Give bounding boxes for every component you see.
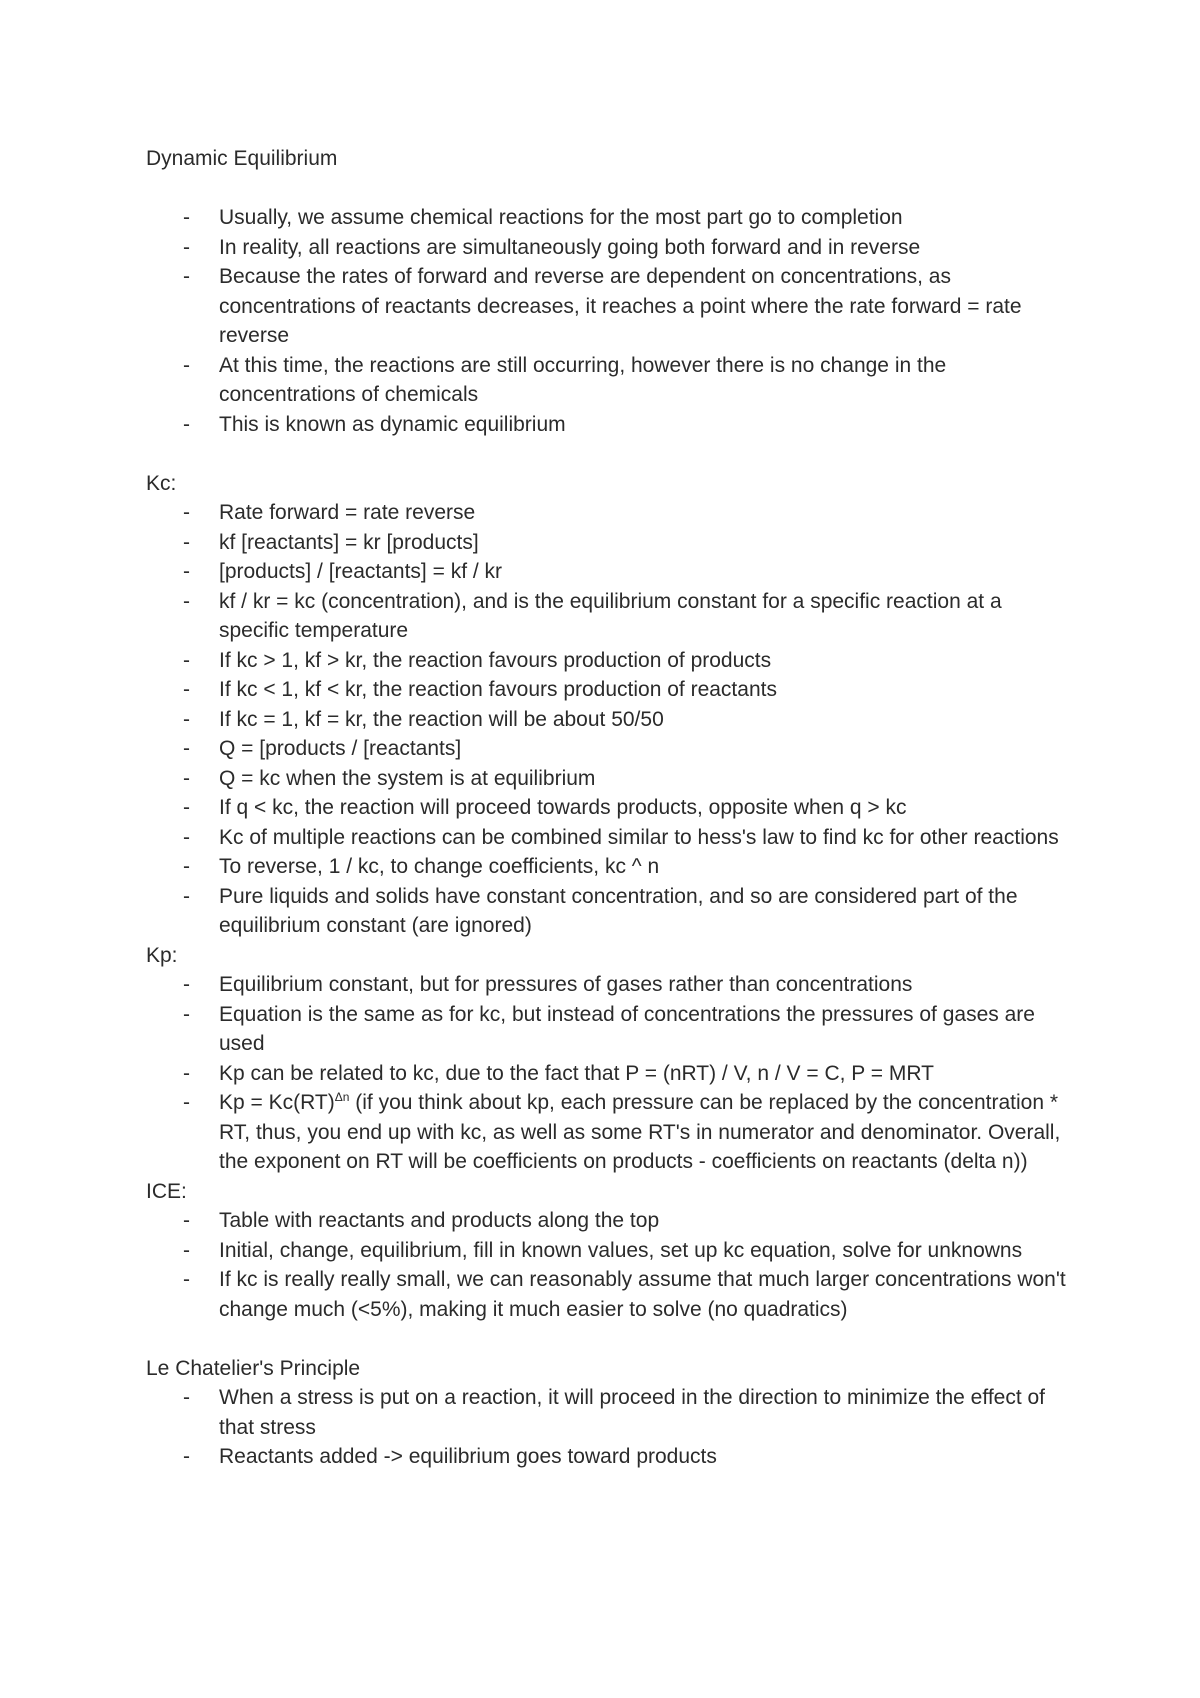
list-item-text: In reality, all reactions are simultaneously going both forward and in reverse (219, 235, 921, 259)
list-item-text: Q = kc when the system is at equilibrium (219, 766, 596, 790)
bullet-dash: - (183, 796, 190, 819)
bullet-dash: - (183, 1445, 190, 1468)
kp-formula-rest: (if you think about kp, each pressure can be replaced by the concentration * RT, thus, you end up with kc, as well as some RT's in numerator and denominator. Overall, the exponent on RT will be coefficients on products - coefficients on reactants (delta n)) (219, 1091, 1061, 1173)
bullet-list (146, 1206, 1076, 1324)
list-item (146, 351, 1076, 410)
list-item-text: If q < kc, the reaction will proceed towards products, opposite when q > kc (219, 796, 907, 819)
list-item-text: When a stress is put on a reaction, it will proceed in the direction to minimize the effect of that stress (219, 1386, 1046, 1439)
section-heading: ICE: (146, 1179, 187, 1203)
list-item-text: Kc of multiple reactions can be combined similar to hess's law to find kc for other reactions (219, 825, 1059, 849)
list-item (146, 705, 1076, 735)
bullet-dash: - (183, 1209, 190, 1232)
list-item-text: Equilibrium constant, but for pressures of gases rather than concentrations (219, 973, 913, 996)
bullet-dash: - (183, 530, 190, 554)
list-item-text: Reactants added -> equilibrium goes toward products (219, 1445, 717, 1468)
list-item-text: Rate forward = rate reverse (219, 501, 476, 524)
list-item (146, 793, 1076, 823)
list-item-text: Kp can be related to kc, due to the fact that P = (nRT) / V, n / V = C, P = MRT (219, 1061, 934, 1085)
list-item-text: Because the rates of forward and reverse are dependent on concentrations, as concentrations of reactants decreases, it reaches a point where the rate forward = rate reverse (219, 265, 1022, 347)
bullet-dash: - (183, 501, 190, 524)
bullet-dash: - (183, 1268, 190, 1291)
bullet-dash: - (183, 855, 190, 878)
list-item-text: If kc is really really small, we can reasonably assume that much larger concentrations won't change much (<5%), making it much easier to solve (no quadratics) (219, 1268, 1066, 1321)
bullet-dash: - (183, 589, 190, 613)
bullet-dash: - (183, 235, 190, 259)
section-le-chatelier (146, 1354, 1076, 1472)
list-item (146, 675, 1076, 705)
section-heading: Dynamic Equilibrium (146, 147, 338, 170)
bullet-list (146, 970, 1076, 1177)
list-item (146, 734, 1076, 764)
section-ice (146, 1177, 1076, 1354)
list-item (146, 823, 1076, 853)
list-item-text: kf [reactants] = kr [products] (219, 530, 479, 554)
bullet-list (146, 203, 1076, 439)
list-item (146, 557, 1076, 587)
bullet-dash: - (183, 1386, 190, 1409)
bullet-dash: - (183, 766, 190, 790)
list-item-text: [products] / [reactants] = kf / kr (219, 560, 503, 583)
list-item (146, 1442, 1076, 1472)
list-item-text: Pure liquids and solids have constant concentration, and so are considered part of the equilibrium constant (are ignored) (219, 884, 1018, 937)
list-item (146, 852, 1076, 882)
bullet-list (146, 1383, 1076, 1472)
list-item (146, 528, 1076, 558)
section-kp (146, 941, 1076, 1177)
list-item (146, 1059, 1076, 1089)
bullet-dash: - (183, 648, 190, 672)
section-kc (146, 469, 1076, 941)
list-item (146, 1206, 1076, 1236)
list-item (146, 1383, 1076, 1442)
bullet-dash: - (183, 353, 190, 377)
bullet-dash: - (183, 412, 190, 436)
list-item-text: Usually, we assume chemical reactions for the most part go to completion (219, 206, 903, 229)
bullet-dash: - (183, 707, 190, 731)
bullet-dash: - (183, 1002, 190, 1026)
bullet-dash: - (183, 1061, 190, 1085)
section-heading: Kc: (146, 471, 177, 495)
kp-formula-exponent: Δn (334, 1090, 350, 1104)
list-item-text: This is known as dynamic equilibrium (219, 412, 566, 436)
list-item (146, 646, 1076, 676)
list-item (146, 262, 1076, 351)
bullet-dash: - (183, 560, 190, 583)
list-item-text: Table with reactants and products along the top (219, 1209, 660, 1232)
bullet-dash: - (183, 884, 190, 908)
kp-formula-base: Kp = Kc(RT) (219, 1091, 335, 1114)
list-item (146, 970, 1076, 1000)
section-heading: Kp: (146, 943, 178, 967)
list-item-text: Equation is the same as for kc, but instead of concentrations the pressures of gases are used (219, 1002, 1035, 1055)
bullet-dash: - (183, 1238, 190, 1262)
bullet-dash: - (183, 1091, 190, 1114)
list-item (146, 1265, 1076, 1324)
bullet-dash: - (183, 678, 190, 701)
bullet-list (146, 498, 1076, 941)
list-item (146, 233, 1076, 263)
list-item (146, 498, 1076, 528)
list-item-text: To reverse, 1 / kc, to change coefficients, kc ^ n (219, 855, 660, 878)
list-item-text: kf / kr = kc (concentration), and is the equilibrium constant for a specific reaction at a specific temperature (219, 589, 1002, 642)
list-item (146, 764, 1076, 794)
list-item (146, 587, 1076, 646)
bullet-dash: - (183, 206, 190, 229)
bullet-dash: - (183, 737, 190, 760)
list-item (146, 410, 1076, 440)
bullet-dash: - (183, 265, 190, 288)
document-content (146, 144, 1076, 1472)
list-item (146, 203, 1076, 233)
list-item (146, 882, 1076, 941)
list-item (146, 1088, 1076, 1177)
list-item-text: At this time, the reactions are still occurring, however there is no change in the concentrations of chemicals (219, 353, 947, 406)
list-item (146, 1236, 1076, 1266)
list-item-text: Initial, change, equilibrium, fill in known values, set up kc equation, solve for unknowns (219, 1238, 1023, 1262)
bullet-dash: - (183, 825, 190, 849)
list-item (146, 1000, 1076, 1059)
list-item-text: If kc < 1, kf < kr, the reaction favours production of reactants (219, 678, 777, 701)
section-dynamic-equilibrium (146, 144, 1076, 469)
section-heading: Le Chatelier's Principle (146, 1356, 361, 1380)
bullet-dash: - (183, 973, 190, 996)
list-item-text: If kc > 1, kf > kr, the reaction favours production of products (219, 648, 772, 672)
list-item-text: Q = [products / [reactants] (219, 737, 462, 760)
list-item-text: If kc = 1, kf = kr, the reaction will be about 50/50 (219, 707, 664, 731)
